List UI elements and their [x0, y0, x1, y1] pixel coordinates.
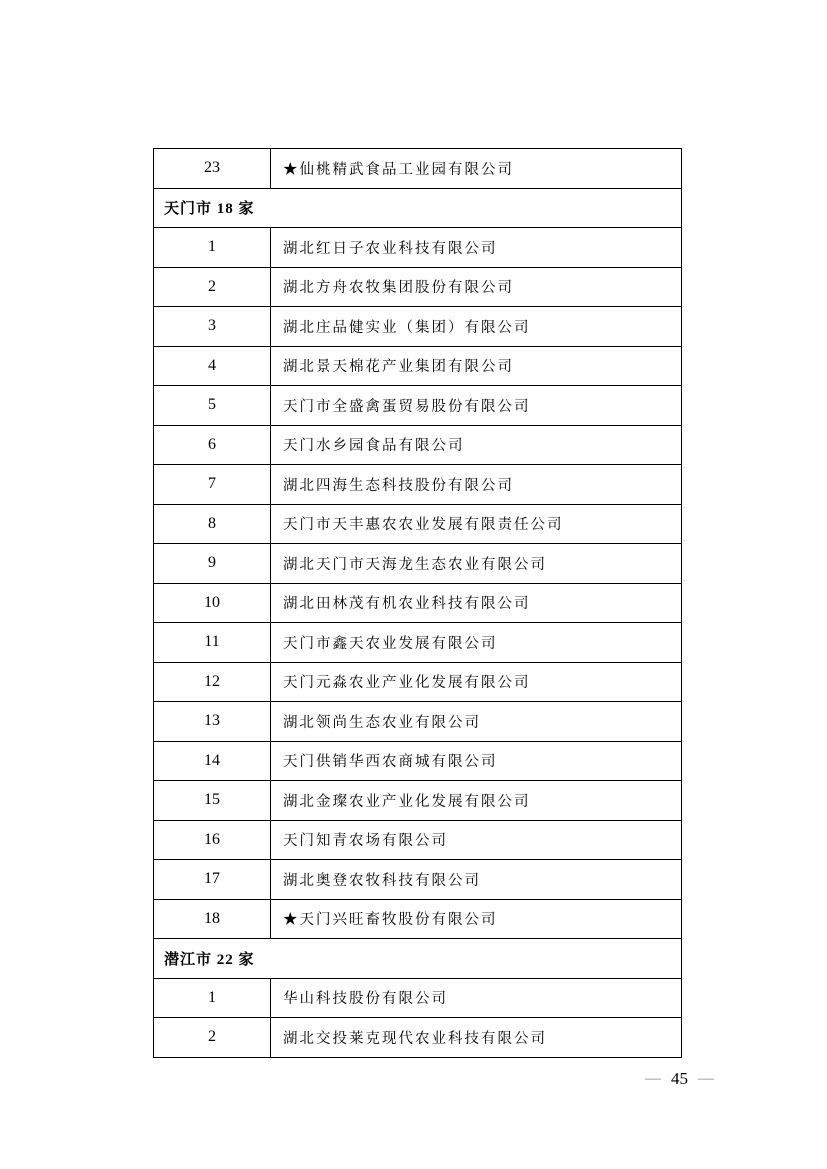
company-row: [154, 307, 682, 347]
footer-dash-right: —: [698, 1070, 714, 1087]
row-number: 14: [154, 741, 271, 781]
company-row: [154, 267, 682, 307]
section-header-row: [154, 939, 682, 979]
company-list-table: [153, 148, 682, 1058]
row-number: 13: [154, 702, 271, 742]
company-name: 天门知青农场有限公司: [271, 820, 682, 860]
company-name: 天门元淼农业产业化发展有限公司: [271, 662, 682, 702]
company-name: 湖北奥登农牧科技有限公司: [271, 860, 682, 900]
section-label: 天门市 18 家: [154, 188, 682, 228]
page-number: 45: [671, 1069, 688, 1088]
company-name: 湖北四海生态科技股份有限公司: [271, 465, 682, 505]
company-name: 华山科技股份有限公司: [271, 978, 682, 1018]
row-number: 4: [154, 346, 271, 386]
row-number: 16: [154, 820, 271, 860]
company-row: [154, 623, 682, 663]
section-header-row: [154, 188, 682, 228]
company-row: [154, 386, 682, 426]
company-name: 湖北领尚生态农业有限公司: [271, 702, 682, 742]
row-number: 3: [154, 307, 271, 347]
company-name: 湖北天门市天海龙生态农业有限公司: [271, 544, 682, 584]
row-number: 6: [154, 425, 271, 465]
company-name: 天门市天丰惠农农业发展有限责任公司: [271, 504, 682, 544]
company-row: [154, 149, 682, 189]
company-name: 湖北景天棉花产业集团有限公司: [271, 346, 682, 386]
row-number: 7: [154, 465, 271, 505]
row-number: 15: [154, 781, 271, 821]
company-name: 天门市鑫天农业发展有限公司: [271, 623, 682, 663]
company-row: [154, 860, 682, 900]
row-number: 2: [154, 1018, 271, 1058]
row-number: 2: [154, 267, 271, 307]
row-number: 10: [154, 583, 271, 623]
company-row: [154, 662, 682, 702]
section-label: 潜江市 22 家: [154, 939, 682, 979]
row-number: 12: [154, 662, 271, 702]
row-number: 8: [154, 504, 271, 544]
company-table-body: [154, 149, 682, 1058]
company-row: [154, 425, 682, 465]
company-row: [154, 544, 682, 584]
company-name: ★天门兴旺畜牧股份有限公司: [271, 899, 682, 939]
company-row: [154, 899, 682, 939]
company-row: [154, 820, 682, 860]
company-row: [154, 978, 682, 1018]
company-row: [154, 228, 682, 268]
company-name: 天门供销华西农商城有限公司: [271, 741, 682, 781]
company-row: [154, 346, 682, 386]
footer-dash-left: —: [645, 1070, 661, 1087]
row-number: 5: [154, 386, 271, 426]
company-name: ★仙桃精武食品工业园有限公司: [271, 149, 682, 189]
company-row: [154, 465, 682, 505]
company-name: 湖北庄品健实业（集团）有限公司: [271, 307, 682, 347]
company-name: 湖北方舟农牧集团股份有限公司: [271, 267, 682, 307]
row-number: 1: [154, 978, 271, 1018]
company-row: [154, 583, 682, 623]
row-number: 9: [154, 544, 271, 584]
row-number: 18: [154, 899, 271, 939]
row-number: 11: [154, 623, 271, 663]
company-name: 天门水乡园食品有限公司: [271, 425, 682, 465]
company-row: [154, 741, 682, 781]
company-name: 湖北红日子农业科技有限公司: [271, 228, 682, 268]
company-row: [154, 702, 682, 742]
company-name: 湖北田林茂有机农业科技有限公司: [271, 583, 682, 623]
company-row: [154, 781, 682, 821]
company-name: 天门市全盛禽蛋贸易股份有限公司: [271, 386, 682, 426]
company-name: 湖北交投莱克现代农业科技有限公司: [271, 1018, 682, 1058]
company-row: [154, 504, 682, 544]
company-name: 湖北金璨农业产业化发展有限公司: [271, 781, 682, 821]
page-footer: [645, 1068, 714, 1090]
row-number: 23: [154, 149, 271, 189]
row-number: 17: [154, 860, 271, 900]
company-row: [154, 1018, 682, 1058]
row-number: 1: [154, 228, 271, 268]
